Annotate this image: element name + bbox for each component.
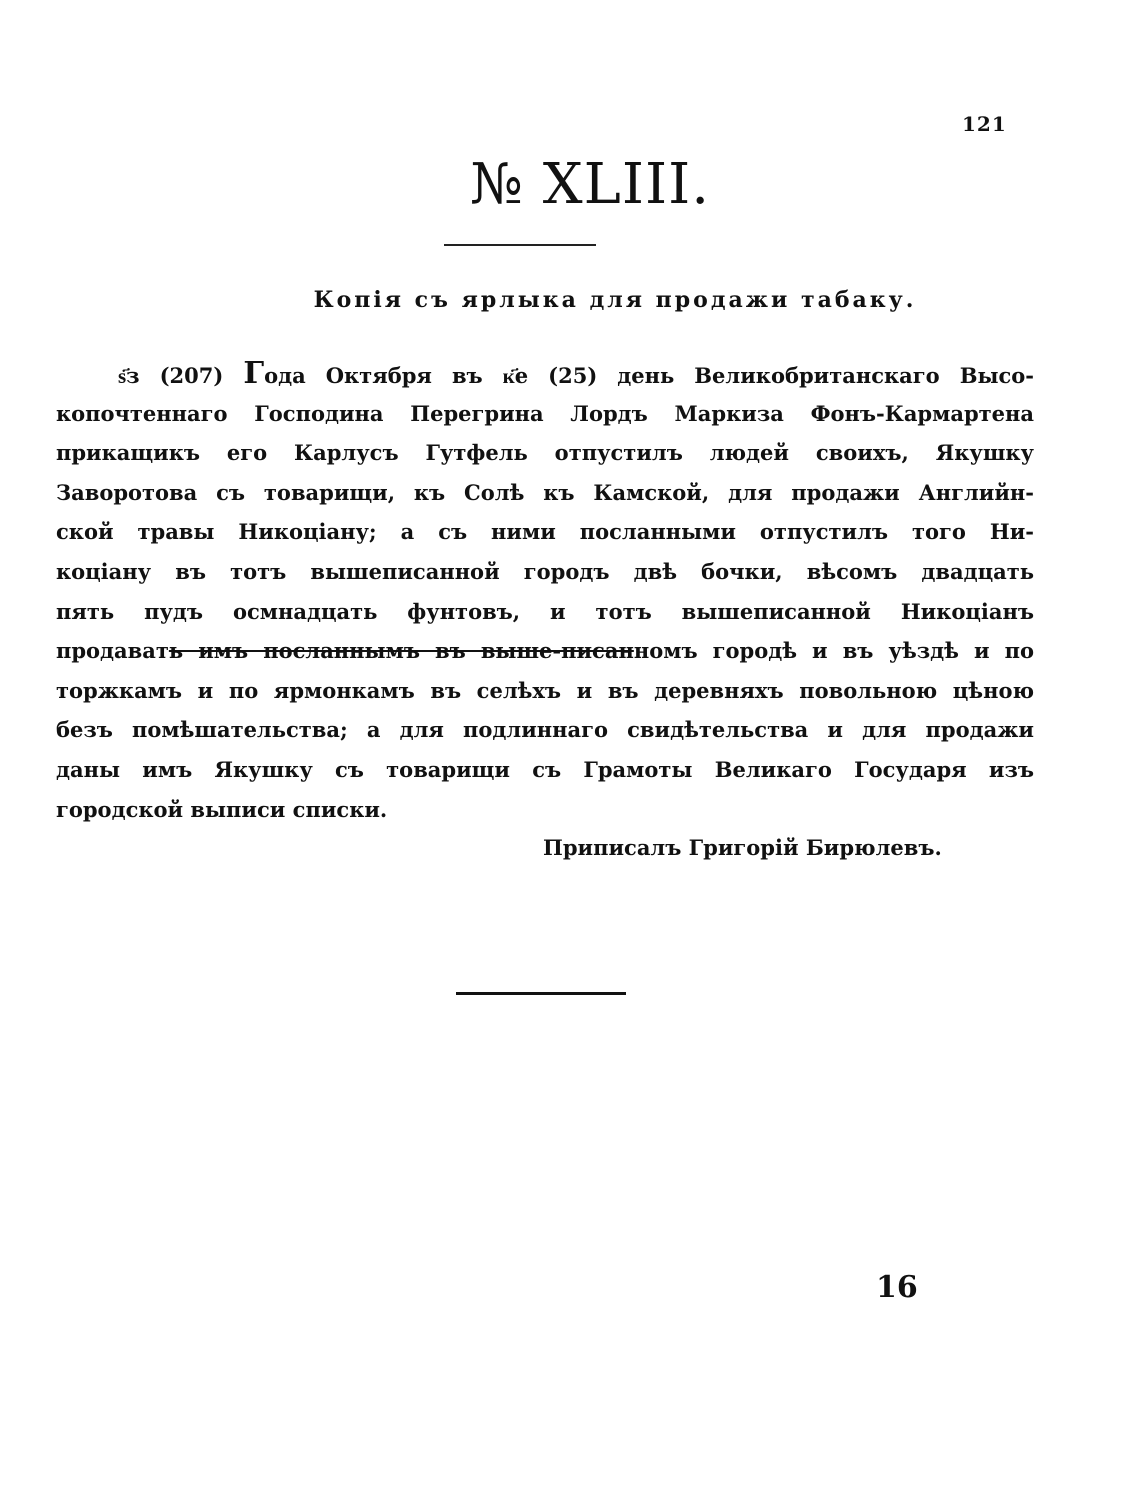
body-line: Заворотова съ товарищи, къ Солѣ къ Камской, для продажи Английн- [56,479,1034,505]
body-line: коціану въ тотъ вышеписанной городъ двѣ бочки, вѣсомъ двадцать [56,558,1034,584]
bottom-divider [456,992,626,995]
page-number: 121 [962,112,1007,136]
line-text: продават [56,638,169,664]
body-line: пять пудъ осмнадцать фунтовъ, и тотъ вышеписанной Никоціанъ [56,598,1034,624]
signature-mark: 16 [876,1270,918,1305]
signature-line: Приписалъ Григорій Бирюлевъ. [543,835,942,860]
body-line: копочтеннаго Господина Перегрина Лордъ Маркиза Фонъ-Кармартена [56,400,1034,426]
body-line: даны имъ Якушку съ товарищи съ Грамоты Великаго Государя изъ [56,756,1034,782]
body-line: прикащикъ его Карлусъ Гутфель отпустилъ людей своихъ, Якушку [56,440,1034,466]
body-line: ской травы Никоціану; а съ ними посланными отпустилъ того Ни- [56,519,1034,545]
body-line [56,631,1034,671]
body-line [56,354,1034,394]
document-heading: Копія съ ярлыка для продажи табаку. [313,287,917,313]
document-body [56,354,1034,829]
body-line: городской выписи списки. [56,796,388,822]
document-number: № XLIII. [469,152,710,217]
line-text: номъ городѣ и въ уѣздѣ и по [633,638,1035,664]
body-line: безъ помѣшательства; а для подлиннаго свидѣтельства и для продажи [56,717,1034,743]
top-divider [444,244,596,246]
body-line: торжкамъ и по ярмонкамъ въ селѣхъ и въ деревняхъ повольною цѣною [56,677,1034,703]
initial-letter: Г [243,356,265,391]
line-text: ода Октября въ к҃е (25) день Великобританскаго Высо- [264,363,1035,388]
struck-text: ь имъ посланнымъ въ выше-писан [168,638,634,664]
date-prefix: ѕ҃з (207) [118,363,244,388]
